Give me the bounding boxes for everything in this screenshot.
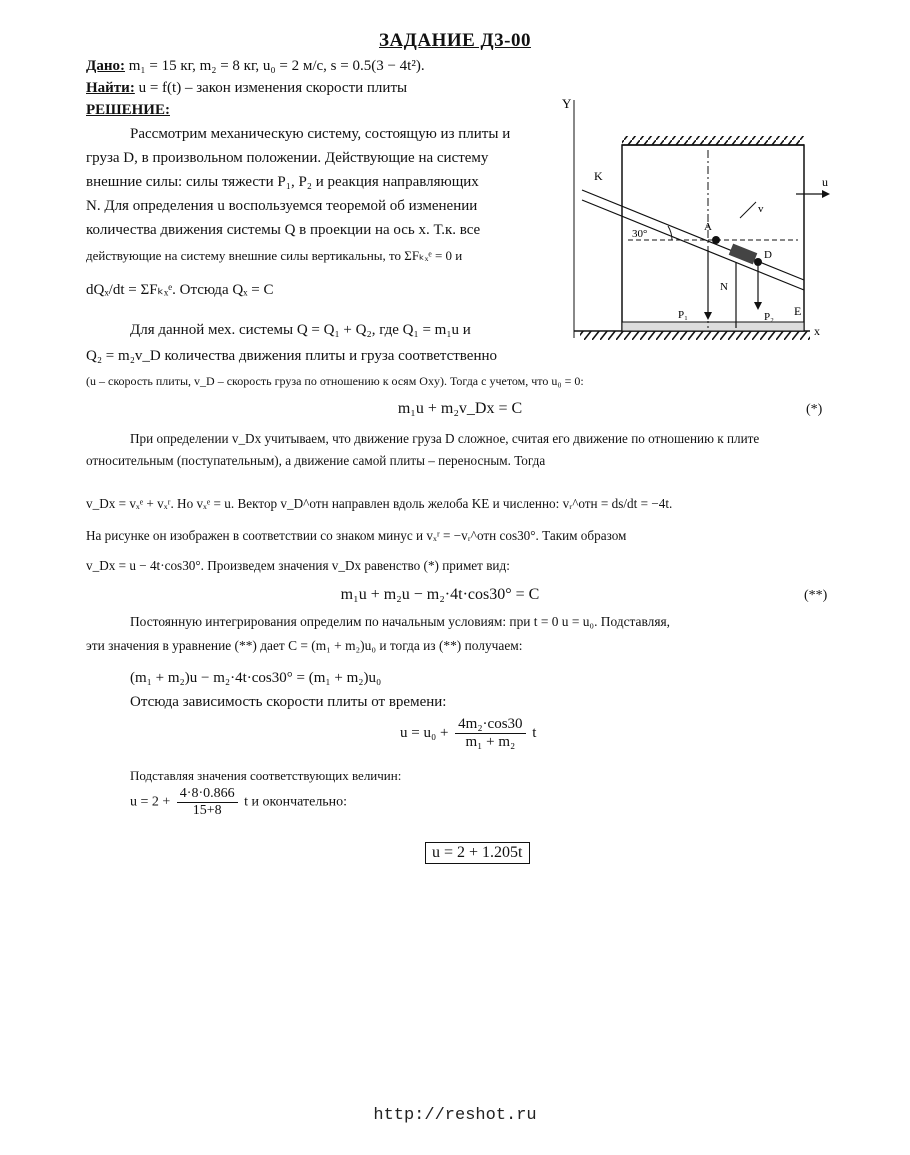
find-line [86,80,407,97]
equation-1-tag: (*) [806,402,823,417]
equation-4-left: u = u₀ + [400,724,449,741]
solution-label: РЕШЕНИЕ: [86,102,170,118]
velocity-v-arrow [740,202,756,218]
para2-line-1: Q₂ = m₂v_D количества движения плиты и груза соответственно [86,348,498,364]
equation-4-numerator: 4m₂·cos30 [455,716,525,734]
label-E: E [794,304,802,318]
equation-5-fraction [177,786,238,819]
find-text: u = f(t) – закон изменения скорости плиты [138,80,408,96]
para1-line-3: N. Для определения u воспользуемся теоремой об изменении [86,198,478,214]
groove-line-lower [582,200,804,290]
equation-5-numerator: 4·8·0.866 [177,786,238,803]
para6: Подставляя значения соответствующих величин: [130,768,402,783]
equation-2: m₁u + m₂u − m₂·4t·cos30° = C [340,586,540,603]
velocity-u-arrowhead [822,190,830,198]
ground-hatching [580,331,810,340]
para2-line-2: (u – скорость плиты, v_D – скорость груза по отношению к осям Oxy). Тогда с учетом, что u₀ = 0: [86,374,584,388]
page-title: ЗАДАНИЕ Д3-00 [379,30,531,51]
given-text: m₁ = 15 кг, m₂ = 8 кг, u₀ = 2 м/с, s = 0.5(3 − 4t²). [128,58,425,74]
para3-line-1: v_Dx = vₓᵉ + vₓʳ. Но vₓᵉ = u. Вектор v_D^отн направлен вдоль желоба KE и численно: vᵣ^отн = ds/dt = −4t. [86,496,673,511]
point-A [712,236,720,244]
label-v: v [758,203,764,215]
find-label: Найти: [86,80,135,96]
para1-line-6: dQₓ/dt = ΣFₖₓᵉ. Отсюда Qₓ = C [86,282,274,298]
para2-line-0: Для данной мех. системы Q = Q₁ + Q₂, где Q₁ = m₁u и [130,322,471,338]
para4-line-0: Постоянную интегрирования определим по начальным условиям: при t = 0 u = u₀. Подставляя, [130,614,670,629]
para3-line-3: v_Dx = u − 4t·cos30°. Произведем значения v_Dx равенство (*) примет вид: [86,558,510,573]
equation-2-tag: (**) [804,588,828,603]
given-line [86,58,425,75]
label-angle: 30° [632,228,648,240]
para3-line-0: При определении v_Dx учитываем, что движение груза D сложное, считая его движение по отношению к плите относительным (поступательным), а движение самой плиты – переносным. Тогда [86,431,760,468]
equation-3: (m₁ + m₂)u − m₂·4t·cos30° = (m₁ + m₂)u₀ [130,670,382,686]
para1-line-4: количества движения системы Q в проекции на ось x. Т.к. все [86,222,481,238]
footer-url[interactable]: http://reshot.ru [373,1106,537,1125]
label-A: A [704,221,712,233]
label-u: u [822,175,828,189]
equation-4-denominator: m₁ + m₂ [465,734,516,750]
equation-1: m₁u + m₂v_Dx = C [397,400,523,417]
top-wall-hatching [622,136,804,145]
groove-line-upper [582,190,804,280]
mechanics-figure [560,90,850,360]
para4-line-1: эти значения в уравнение (**) дает C = (m₁ + m₂)u₀ и тогда из (**) получаем: [86,638,523,653]
para1-line-2: внешние силы: силы тяжести P₁, P₂ и реакция направляющих [86,174,479,190]
label-P2: P₂ [764,311,774,323]
equation-4 [400,716,536,751]
y-axis-label: Y [562,96,572,111]
answer-box: u = 2 + 1.205t [425,842,530,864]
label-N: N [720,281,728,293]
equation-5 [130,786,347,819]
label-K: K [594,169,603,183]
para1-line-0: Рассмотрим механическую систему, состоящую из плиты и [130,126,511,142]
point-D [754,258,762,266]
x-axis-label: x [814,324,820,338]
equation-5-left: u = 2 + [130,794,171,810]
equation-4-fraction [455,716,525,751]
label-D: D [764,249,772,261]
force-P2-arrowhead [754,302,762,310]
label-P1: P₁ [678,309,688,321]
para1-line-1: груза D, в произвольном положении. Действующие на систему [86,150,489,166]
para5: Отсюда зависимость скорости плиты от времени: [130,694,447,710]
para3-line-2: На рисунке он изображен в соответствии со знаком минус и vₓʳ = −vᵣ^отн cos30°. Таким образом [86,528,627,543]
equation-4-right: t [532,724,537,741]
force-P1-arrowhead [704,312,712,320]
equation-5-right: t и окончательно: [244,794,348,810]
para1-line-5: действующие на систему внешние силы вертикальны, то ΣFₖₓᵉ = 0 и [86,248,463,263]
equation-5-denominator: 15+8 [192,803,222,818]
plate-base [622,322,804,331]
given-label: Дано: [86,58,125,74]
angle-arc [668,226,672,240]
